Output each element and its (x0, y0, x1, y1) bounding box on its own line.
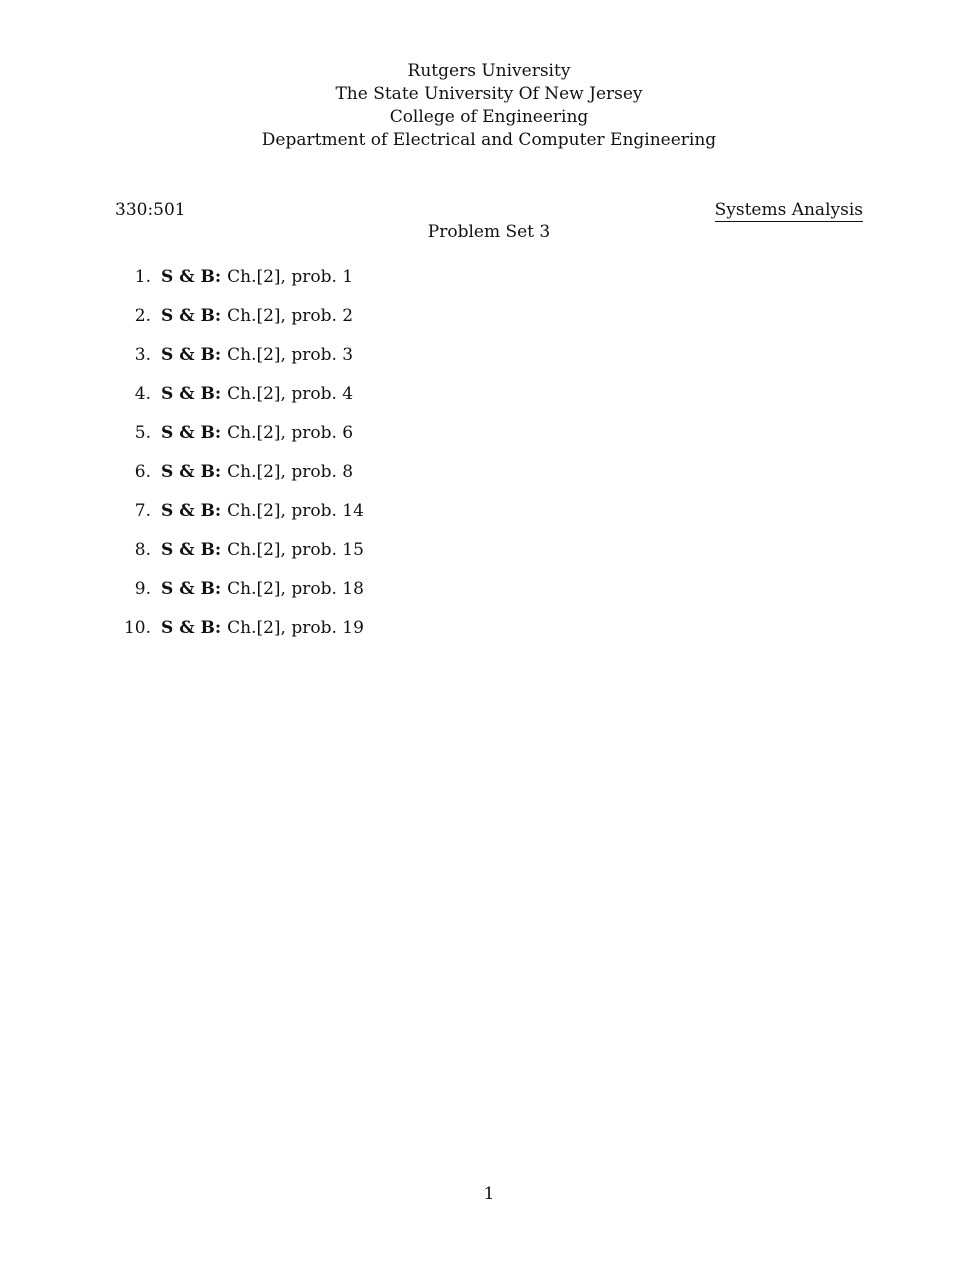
problem-number: 8. (134, 540, 151, 560)
problem-item (115, 617, 364, 656)
problem-item (115, 539, 364, 578)
problem-source: S & B: (161, 423, 222, 443)
problem-number: 4. (134, 384, 151, 404)
problem-reference: Ch.[2], prob. 18 (227, 579, 364, 599)
problem-source: S & B: (161, 579, 222, 599)
problem-reference: Ch.[2], prob. 2 (227, 306, 354, 326)
problem-number: 10. (123, 618, 151, 638)
problem-source: S & B: (161, 540, 222, 560)
problem-reference: Ch.[2], prob. 15 (227, 540, 364, 560)
problem-reference: Ch.[2], prob. 4 (227, 384, 354, 404)
problem-reference: Ch.[2], prob. 8 (227, 462, 354, 482)
problem-number: 1. (134, 267, 151, 287)
problem-item (115, 305, 364, 344)
department-name: Department of Electrical and Computer Engineering (261, 130, 717, 150)
problem-source: S & B: (161, 618, 222, 638)
problem-source: S & B: (161, 306, 222, 326)
problem-source: S & B: (161, 345, 222, 365)
problem-list (115, 266, 364, 656)
problem-source: S & B: (161, 384, 222, 404)
problem-reference: Ch.[2], prob. 1 (227, 267, 354, 287)
problem-source: S & B: (161, 501, 222, 521)
problem-item (115, 344, 364, 383)
problem-number: 9. (134, 579, 151, 599)
problem-item (115, 578, 364, 617)
course-title: Systems Analysis (714, 200, 863, 220)
problem-item (115, 383, 364, 422)
university-name: Rutgers University (407, 61, 571, 81)
problem-reference: Ch.[2], prob. 14 (227, 501, 364, 521)
problem-item (115, 422, 364, 461)
problem-number: 5. (134, 423, 151, 443)
problem-number: 2. (134, 306, 151, 326)
university-subtitle: The State University Of New Jersey (335, 84, 643, 104)
institution-header (0, 60, 978, 152)
problem-number: 7. (134, 501, 151, 521)
problem-set-title: Problem Set 3 (427, 222, 551, 242)
problem-reference: Ch.[2], prob. 3 (227, 345, 354, 365)
problem-reference: Ch.[2], prob. 6 (227, 423, 354, 443)
problem-item (115, 266, 364, 305)
problem-source: S & B: (161, 267, 222, 287)
problem-source: S & B: (161, 462, 222, 482)
problem-item (115, 461, 364, 500)
college-name: College of Engineering (389, 107, 589, 127)
problem-reference: Ch.[2], prob. 19 (227, 618, 364, 638)
problem-number: 6. (134, 462, 151, 482)
problem-number: 3. (134, 345, 151, 365)
problem-item (115, 500, 364, 539)
page-number: 1 (483, 1184, 495, 1204)
course-number: 330:501 (115, 200, 186, 220)
